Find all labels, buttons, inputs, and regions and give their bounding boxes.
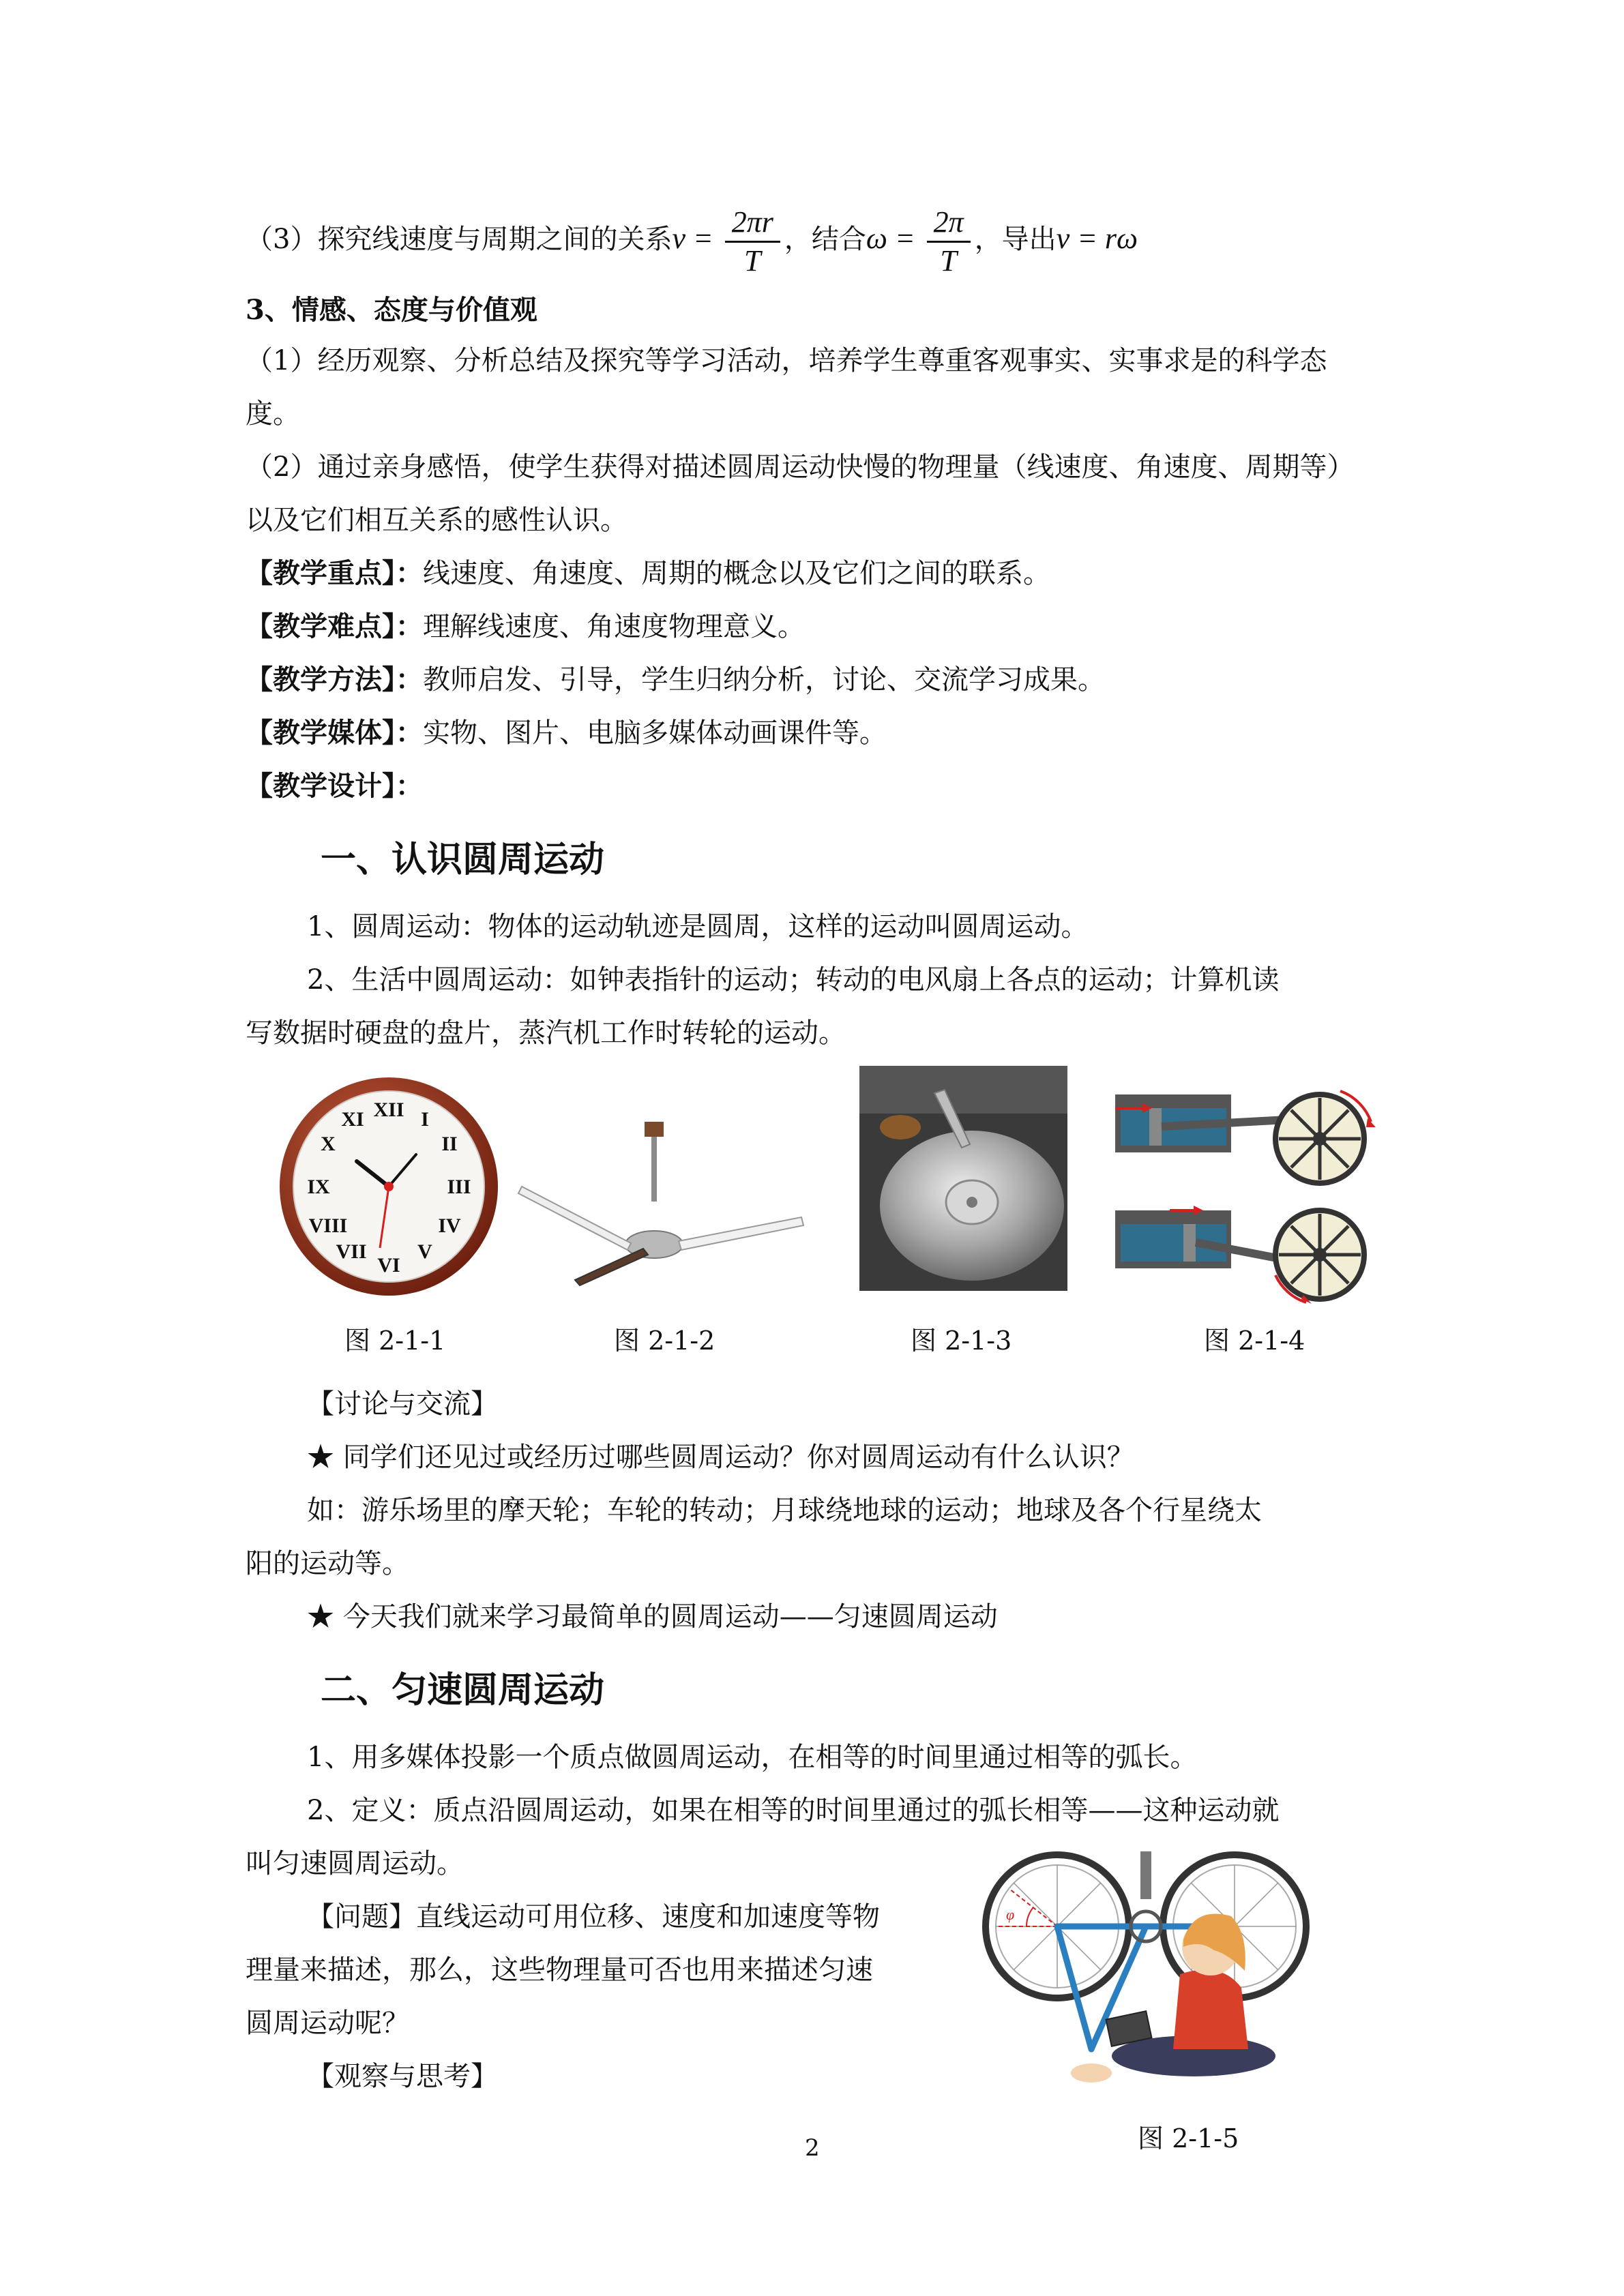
h2-paragraph-1: 1、用多媒体投影一个质点做圆周运动，在相等的时间里通过相等的弧长。: [307, 1742, 1198, 1773]
h2-paragraph-2b: 叫匀速圆周运动。: [246, 1848, 464, 1879]
example-line-a: 如：游乐场里的摩天轮；车轮的转动；月球绕地球的运动；地球及各个行星绕太: [307, 1495, 1262, 1526]
section3-title: 3、情感、态度与价值观: [246, 294, 537, 326]
formula-omega: ω: [866, 222, 887, 255]
formula-mid: ，结合: [784, 224, 866, 255]
formula-eq2: =: [887, 222, 923, 255]
observe-title: 【观察与思考】: [307, 2061, 498, 2092]
svg-text:XII: XII: [373, 1099, 404, 1121]
h1-paragraph-1: 1、圆周运动：物体的运动轨迹是圆周，这样的运动叫圆周运动。: [307, 911, 1089, 942]
fraction2-numerator: 2π: [927, 204, 971, 243]
star-line-2: ★ 今天我们就来学习最简单的圆周运动——匀速圆周运动: [307, 1601, 998, 1632]
formula-fraction-2: [927, 204, 971, 280]
formula-result: v = rω: [1056, 222, 1138, 255]
h1-paragraph-2b: 写数据时硬盘的盘片，蒸汽机工作时转轮的运动。: [246, 1017, 846, 1049]
methods-line: [246, 653, 1371, 706]
design-line: [246, 760, 1371, 813]
difficulties-text: 理解线速度、角速度物理意义。: [423, 611, 805, 642]
formula-prefix: （3）探究线速度与周期之间的关系: [246, 224, 673, 255]
formula-fraction-1: [725, 204, 780, 280]
fraction2-denominator: T: [940, 243, 957, 278]
svg-text:V: V: [417, 1240, 432, 1263]
figure-caption-3: 图 2-1-3: [911, 1326, 1012, 1356]
svg-text:III: III: [447, 1176, 471, 1198]
svg-text:VI: VI: [377, 1254, 400, 1277]
svg-text:I: I: [421, 1108, 429, 1131]
discussion-title: 【讨论与交流】: [307, 1388, 498, 1420]
svg-text:VII: VII: [336, 1240, 367, 1263]
formula-line: [246, 201, 1371, 280]
key-points-label: 【教学重点】：: [246, 557, 423, 589]
h1-paragraph-2a: 2、生活中圆周运动：如钟表指针的运动；转动的电风扇上各点的运动；计算机读: [307, 964, 1280, 996]
formula-eq1: =: [685, 222, 721, 255]
figure-caption-1: 图 2-1-1: [344, 1326, 446, 1356]
difficulties-line: [246, 600, 1371, 653]
media-label: 【教学媒体】：: [246, 717, 423, 749]
svg-text:VIII: VIII: [308, 1214, 348, 1237]
figure-caption-4: 图 2-1-4: [1204, 1326, 1305, 1356]
key-points-line: [246, 547, 1371, 600]
svg-text:IX: IX: [307, 1176, 330, 1198]
media-line: [246, 706, 1371, 760]
formula-v: v: [672, 222, 685, 255]
paragraph-1: （1）经历观察、分析总结及探究等学习活动，培养学生尊重客观事实、实事求是的科学态度。: [246, 345, 1327, 430]
steam-engine-figure: [1108, 1081, 1391, 1306]
difficulties-label: 【教学难点】：: [246, 610, 423, 642]
hard-disk-figure: [859, 1066, 1067, 1291]
ceiling-fan-figure: [515, 1122, 808, 1292]
clock-figure: [276, 1074, 501, 1299]
angle-phi-label: φ: [1006, 1906, 1015, 1923]
heading-1: 一、认识圆周运动: [321, 839, 605, 880]
svg-text:II: II: [441, 1133, 458, 1155]
figure-caption-5: 图 2-1-5: [1138, 2123, 1239, 2153]
h2-paragraph-2a: 2、定义：质点沿圆周运动，如果在相等的时间里通过的弧长相等——这种运动就: [307, 1795, 1280, 1826]
formula-suffix: ，导出: [974, 224, 1057, 255]
example-line-b: 阳的运动等。: [246, 1548, 409, 1579]
heading-2: 二、匀速圆周运动: [321, 1670, 605, 1711]
question-line-b: 理量来描述，那么，这些物理量可否也用来描述匀速: [246, 1954, 873, 1986]
svg-text:IV: IV: [438, 1214, 461, 1237]
star-line-1: ★ 同学们还见过或经历过哪些圆周运动？你对圆周运动有什么认识？: [307, 1442, 1134, 1473]
fraction1-numerator: 2πr: [725, 204, 780, 243]
design-label: 【教学设计】：: [246, 770, 423, 802]
figure-caption-2: 图 2-1-2: [614, 1326, 715, 1356]
media-text: 实物、图片、电脑多媒体动画课件等。: [423, 717, 887, 749]
methods-label: 【教学方法】：: [246, 664, 423, 696]
question-line-c: 圆周运动呢？: [246, 2008, 409, 2039]
bicycle-girl-figure: [975, 1851, 1316, 2097]
methods-text: 教师启发、引导，学生归纳分析，讨论、交流学习成果。: [423, 664, 1105, 696]
question-line-a: 【问题】直线运动可用位移、速度和加速度等物: [307, 1901, 880, 1933]
svg-text:X: X: [321, 1133, 336, 1155]
paragraph-2: （2）通过亲身感悟，使学生获得对描述圆周运动快慢的物理量（线速度、角速度、周期等）以及它们相互关系的感性认识。: [246, 451, 1355, 536]
fraction1-denominator: T: [744, 243, 761, 278]
svg-text:XI: XI: [341, 1108, 364, 1131]
page-number: 2: [805, 2134, 820, 2162]
key-points-text: 线速度、角速度、周期的概念以及它们之间的联系。: [423, 558, 1050, 589]
